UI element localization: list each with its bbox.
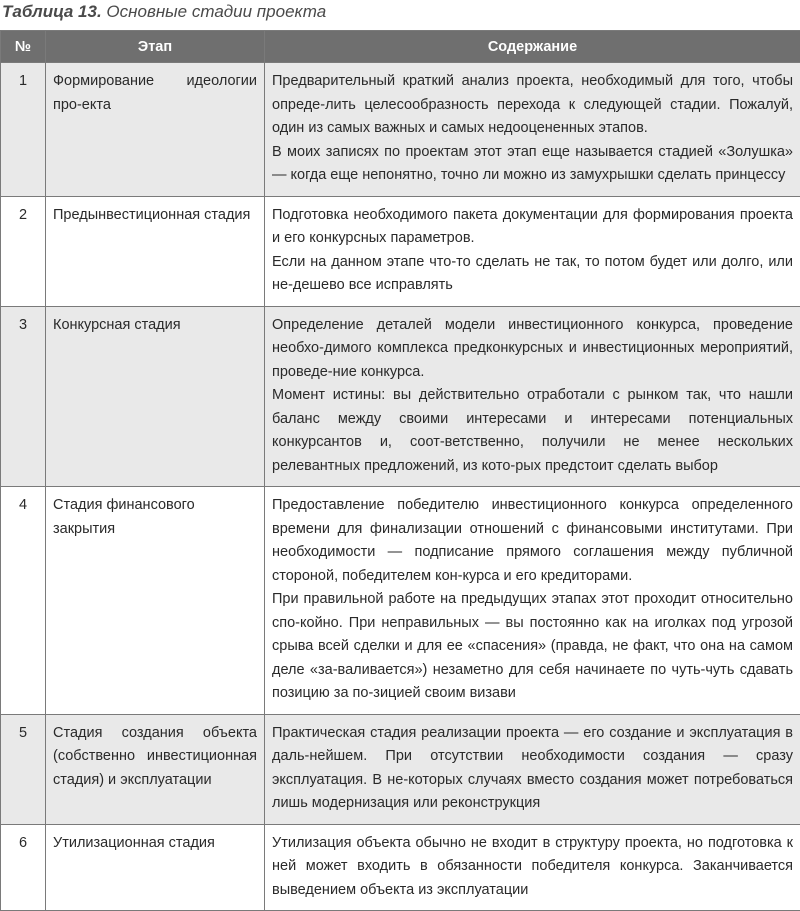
content-paragraph: Практическая стадия реализации проекта — его создание и эксплуатация в даль-нейшем. При отсутствии необходимости создания — сразу эксплуатация. В не-которых случаях вместо создания может потребоваться лишь модернизация или реконструкция — [272, 722, 793, 816]
table-row — [1, 714, 800, 824]
row-number: 5 — [1, 714, 46, 824]
row-number: 6 — [1, 824, 46, 911]
content-paragraph: Утилизация объекта обычно не входит в структуру проекта, но подготовка к ней может входить в обязанности победителя конкурса. Заканчивается выведением объекта из эксплуатации — [272, 832, 793, 903]
row-content — [265, 824, 800, 911]
table-row — [1, 824, 800, 911]
column-header-number: № — [1, 31, 46, 63]
row-stage: Стадия финансового закрытия — [46, 487, 265, 715]
content-paragraph: Предоставление победителю инвестиционного конкурса определенного времени для финализации отношений с финансовыми институтами. При необходимости — подписание прямого соглашения между публичной стороной, победителем кон-курса и его кредиторами. — [272, 494, 793, 588]
row-number: 3 — [1, 306, 46, 487]
table-row — [1, 306, 800, 487]
project-stages-table — [0, 30, 800, 911]
content-paragraph: Предварительный краткий анализ проекта, необходимый для того, чтобы опреде-лить целесообразность перехода к следующей стадии. Пожалуй, один из самых важных и самых недооцененных этапов. — [272, 70, 793, 141]
content-paragraph: При правильной работе на предыдущих этапах этот проходит относительно спо-койно. При неправильных — вы постоянно как на иголках под угрозой срыва всей сделки и для ее «спасения» (правда, не факт, что она на самом деле «за-валивается») незаметно для себя начинаете по чуть-чуть сдавать позицию за по-зицией своим визави — [272, 588, 793, 706]
table-row — [1, 63, 800, 197]
table-row — [1, 487, 800, 715]
row-content — [265, 306, 800, 487]
table-caption — [0, 0, 800, 30]
row-stage: Предынвестиционная стадия — [46, 196, 265, 306]
table-caption-label: Таблица 13. — [2, 2, 102, 21]
content-paragraph: Определение деталей модели инвестиционного конкурса, проведение необхо-димого комплекса предконкурсных и инвестиционных мероприятий, проведе-ние конкурса. — [272, 314, 793, 385]
row-content — [265, 487, 800, 715]
table-header-row — [1, 31, 800, 63]
row-stage: Стадия создания объекта (собственно инвестиционная стадия) и эксплуатации — [46, 714, 265, 824]
content-paragraph: Момент истины: вы действительно отработали с рынком так, что нашли баланс между своими интересами и интересами потенциальных конкурсантов и, соот-ветственно, получили не менее нескольких релевантных предложений, из кото-рых предстоит сделать выбор — [272, 384, 793, 478]
content-paragraph: Если на данном этапе что-то сделать не так, то потом будет или долго, или не-дешево все исправлять — [272, 251, 793, 298]
row-content — [265, 714, 800, 824]
table-caption-title: Основные стадии проекта — [106, 2, 326, 21]
row-content — [265, 196, 800, 306]
row-number: 2 — [1, 196, 46, 306]
row-stage: Конкурсная стадия — [46, 306, 265, 487]
row-stage: Формирование идеологии про-екта — [46, 63, 265, 197]
row-number: 1 — [1, 63, 46, 197]
table-row — [1, 196, 800, 306]
column-header-stage: Этап — [46, 31, 265, 63]
column-header-content: Содержание — [265, 31, 800, 63]
row-stage: Утилизационная стадия — [46, 824, 265, 911]
row-number: 4 — [1, 487, 46, 715]
content-paragraph: В моих записях по проектам этот этап еще называется стадией «Золушка» — когда еще непонятно, точно ли можно из замухрышки сделать принцессу — [272, 141, 793, 188]
row-content — [265, 63, 800, 197]
content-paragraph: Подготовка необходимого пакета документации для формирования проекта и его конкурсных параметров. — [272, 204, 793, 251]
